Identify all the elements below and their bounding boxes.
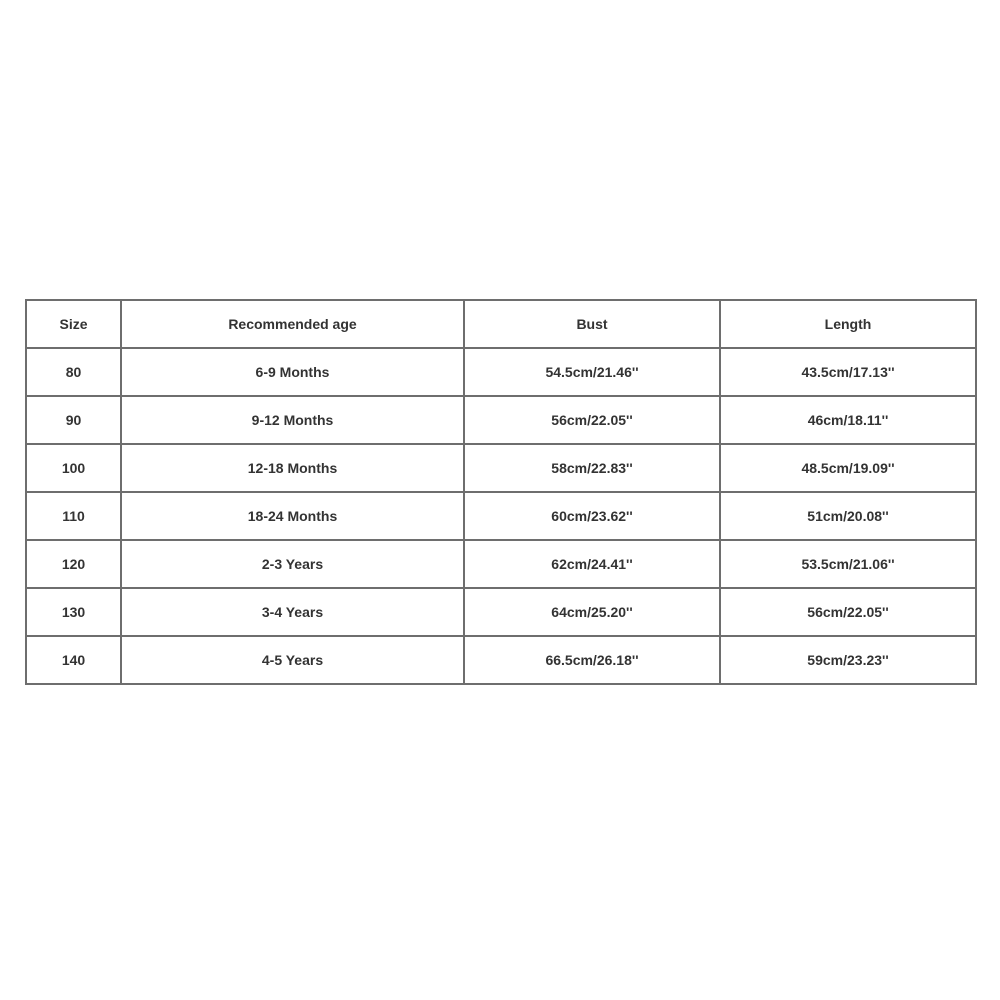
column-header-size: Size xyxy=(26,300,121,348)
size-cell: 80 xyxy=(26,348,121,396)
table-row xyxy=(26,636,976,684)
bust-cell: 64cm/25.20'' xyxy=(464,588,720,636)
table-row xyxy=(26,492,976,540)
length-cell: 59cm/23.23'' xyxy=(720,636,976,684)
age-cell: 12-18 Months xyxy=(121,444,464,492)
bust-cell: 56cm/22.05'' xyxy=(464,396,720,444)
table-row xyxy=(26,540,976,588)
size-cell: 90 xyxy=(26,396,121,444)
length-cell: 46cm/18.11'' xyxy=(720,396,976,444)
length-cell: 43.5cm/17.13'' xyxy=(720,348,976,396)
bust-cell: 66.5cm/26.18'' xyxy=(464,636,720,684)
column-header-recommended-age: Recommended age xyxy=(121,300,464,348)
bust-cell: 62cm/24.41'' xyxy=(464,540,720,588)
table-row xyxy=(26,444,976,492)
size-cell: 120 xyxy=(26,540,121,588)
bust-cell: 60cm/23.62'' xyxy=(464,492,720,540)
bust-cell: 54.5cm/21.46'' xyxy=(464,348,720,396)
size-cell: 140 xyxy=(26,636,121,684)
column-header-bust: Bust xyxy=(464,300,720,348)
size-cell: 110 xyxy=(26,492,121,540)
age-cell: 3-4 Years xyxy=(121,588,464,636)
length-cell: 56cm/22.05'' xyxy=(720,588,976,636)
column-header-length: Length xyxy=(720,300,976,348)
age-cell: 18-24 Months xyxy=(121,492,464,540)
age-cell: 6-9 Months xyxy=(121,348,464,396)
length-cell: 53.5cm/21.06'' xyxy=(720,540,976,588)
table-row xyxy=(26,396,976,444)
age-cell: 2-3 Years xyxy=(121,540,464,588)
length-cell: 48.5cm/19.09'' xyxy=(720,444,976,492)
table-row xyxy=(26,348,976,396)
table-row xyxy=(26,588,976,636)
age-cell: 9-12 Months xyxy=(121,396,464,444)
table-header-row xyxy=(26,300,976,348)
length-cell: 51cm/20.08'' xyxy=(720,492,976,540)
size-cell: 130 xyxy=(26,588,121,636)
size-cell: 100 xyxy=(26,444,121,492)
size-chart-table xyxy=(25,299,977,685)
bust-cell: 58cm/22.83'' xyxy=(464,444,720,492)
age-cell: 4-5 Years xyxy=(121,636,464,684)
